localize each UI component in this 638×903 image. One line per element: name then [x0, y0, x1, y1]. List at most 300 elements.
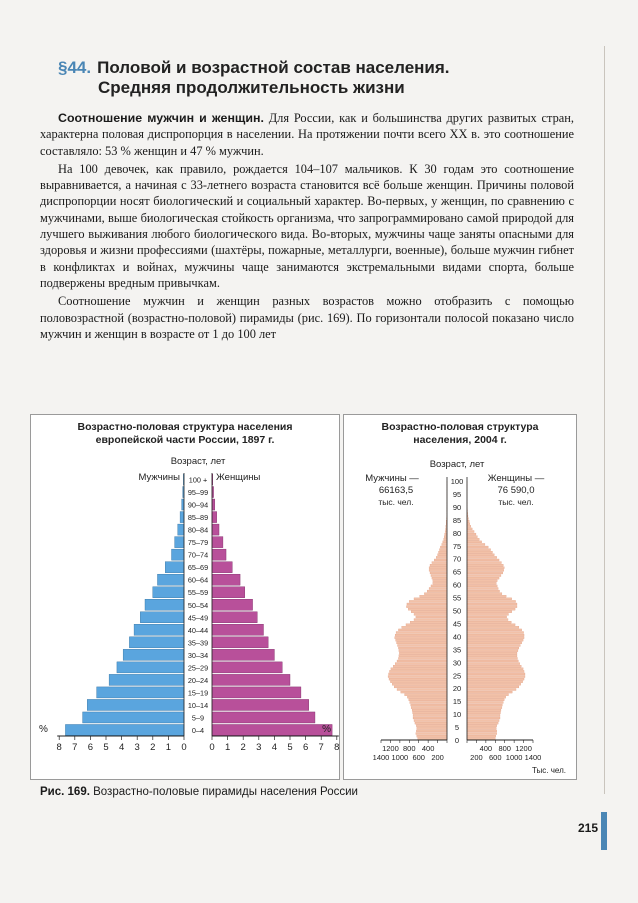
bar-women-82: [467, 525, 471, 527]
bar-men-67: [430, 564, 447, 566]
age-tick-label: 5: [454, 723, 460, 733]
x-tick-label-right: 6: [302, 742, 309, 753]
age-tick-label: 65: [452, 567, 462, 577]
bar-women-14: [212, 549, 226, 560]
bar-men-70: [436, 556, 447, 558]
bar-men-17: [405, 694, 447, 696]
bar-women-50: [467, 608, 515, 610]
x-tick-label-left: 4: [118, 742, 125, 753]
bar-men-72: [439, 551, 447, 553]
age-tick-label: 0: [454, 736, 460, 745]
bar-women-32: [467, 655, 517, 657]
bar-men-29: [395, 663, 447, 665]
bar-men-1: [417, 735, 447, 737]
bar-men-6: [415, 722, 447, 724]
bar-men-14: [172, 549, 184, 560]
age-group-label: 60–64: [187, 575, 209, 585]
x-tick-label-right: 1200: [515, 744, 532, 753]
bar-women-63: [467, 575, 501, 577]
bar-men-52: [407, 603, 447, 605]
bar-men-8: [134, 624, 184, 635]
x-unit-label: Тыс. чел.: [532, 766, 566, 775]
bar-women-2: [467, 733, 497, 735]
x-tick-label-left: 1: [165, 742, 172, 753]
x-tick-label-left: 200: [431, 753, 444, 762]
pyramid-2004-title: Возрастно-половая структура населения, 2004 г.: [381, 421, 539, 446]
bar-men-49: [411, 611, 447, 613]
bar-men-62: [432, 577, 447, 579]
bar-men-12: [157, 574, 184, 585]
pyramid-1897-frame: [30, 414, 340, 780]
bar-women-10: [212, 599, 253, 610]
bar-women-14: [467, 701, 503, 703]
bar-women-59: [467, 585, 497, 587]
bar-women-51: [467, 606, 517, 608]
bar-women-15: [212, 537, 223, 548]
x-tick-label-right: 5: [287, 742, 293, 753]
bar-women-39: [467, 637, 524, 639]
bar-women-75: [467, 543, 485, 545]
bar-women-22: [467, 681, 523, 683]
bar-men-31: [398, 657, 447, 659]
figure-caption-label: Рис. 169.: [40, 786, 90, 798]
bar-women-33: [467, 652, 517, 654]
bar-women-18: [212, 499, 215, 510]
bar-men-1: [83, 712, 184, 723]
bar-women-47: [467, 616, 507, 618]
bar-women-37: [467, 642, 522, 644]
bar-women-42: [467, 629, 522, 631]
bar-men-17: [180, 512, 184, 523]
bar-women-26: [467, 670, 524, 672]
x-tick-label-left: 5: [103, 742, 109, 753]
bar-women-4: [467, 727, 496, 729]
age-group-label: 85–89: [187, 513, 209, 523]
pyramid-1897-title: Возрастно-половая структура населения европейской части России, 1897 г.: [77, 421, 293, 446]
bar-men-57: [427, 590, 447, 592]
bar-men-65: [429, 569, 447, 571]
bar-men-10: [413, 712, 447, 714]
age-group-label: 30–34: [187, 650, 209, 660]
bar-women-72: [467, 551, 492, 553]
bar-men-32: [399, 655, 447, 657]
bar-women-19: [467, 689, 516, 691]
bar-women-0: [212, 724, 332, 735]
x-tick-label-left: 6: [87, 742, 94, 753]
bar-women-23: [467, 678, 524, 680]
paragraph-1-heading: Соотношение мужчин и женщин.: [58, 111, 264, 125]
men-label: Мужчины —: [365, 473, 419, 484]
bar-women-17: [212, 512, 217, 523]
age-tick-label: 100: [450, 477, 464, 486]
bar-women-54: [467, 598, 512, 600]
bar-women-9: [467, 714, 500, 716]
age-group-label: 55–59: [187, 588, 209, 598]
percent-label-right: %: [322, 724, 331, 735]
x-tick-label-right: 3: [256, 742, 262, 753]
men-label: Мужчины: [138, 472, 180, 483]
bar-men-36: [398, 644, 448, 646]
bar-women-2: [212, 699, 309, 710]
bar-women-8: [467, 717, 500, 719]
bar-women-41: [467, 632, 524, 634]
pyramid-2004-chart: [344, 415, 576, 779]
bar-women-5: [212, 662, 282, 673]
age-group-label: 40–44: [187, 625, 209, 635]
bar-women-46: [467, 619, 508, 621]
bar-women-64: [467, 572, 503, 574]
bar-men-63: [431, 575, 447, 577]
bar-men-40: [395, 634, 447, 636]
x-tick-label-left: 3: [134, 742, 140, 753]
bar-men-4: [109, 674, 184, 685]
paragraph-3: Соотношение мужчин и женщин разных возрастов можно отобразить с помощью половозрастной (возрастно-половой) пирамиды (рис. 169). По горизонтали полосой показано число мужчин и женщин в возрасте от 1 до 100 лет: [40, 294, 574, 341]
age-tick-label: 55: [452, 593, 462, 603]
bar-women-28: [467, 665, 521, 667]
bar-men-51: [406, 606, 447, 608]
paragraph-1-text: Для России, как и большинства других развитых стран, характерна половая диспропорция в населении. На протяжении почти всего XX в. это соотношение составляло: 53 % женщин и 47 % мужчин.: [40, 111, 574, 158]
bar-men-11: [412, 709, 447, 711]
age-tick-label: 25: [452, 671, 462, 681]
age-group-label: 100 +: [188, 475, 208, 485]
bar-men-30: [397, 660, 447, 662]
section-number: §44.: [58, 58, 92, 77]
bar-women-49: [467, 611, 512, 613]
bar-men-7: [414, 720, 447, 722]
bar-men-74: [440, 546, 447, 548]
bar-women-76: [467, 541, 482, 543]
age-group-label: 70–74: [187, 550, 209, 560]
bar-men-2: [416, 733, 447, 735]
bar-women-60: [467, 582, 496, 584]
bar-women-34: [467, 650, 518, 652]
x-tick-label-left: 8: [56, 742, 62, 753]
bar-men-42: [398, 629, 447, 631]
body-text: [40, 110, 574, 342]
bar-women-68: [467, 562, 501, 564]
age-group-label: 95–99: [187, 488, 209, 498]
bar-men-16: [407, 696, 447, 698]
bar-women-45: [467, 621, 511, 623]
bar-men-64: [430, 572, 447, 574]
x-tick-label-right: 7: [318, 742, 324, 753]
bar-women-16: [212, 524, 219, 535]
x-tick-label-left: 0: [181, 742, 187, 753]
x-tick-label-right: 4: [271, 742, 278, 753]
bar-women-30: [467, 660, 518, 662]
bar-men-22: [390, 681, 447, 683]
x-tick-label-right: 1000: [505, 753, 523, 762]
bar-men-21: [392, 683, 447, 685]
percent-label-left: %: [39, 724, 48, 735]
bar-women-17: [467, 694, 508, 696]
bar-women-5: [467, 725, 497, 727]
age-tick-label: 75: [452, 541, 462, 551]
bar-men-55: [420, 595, 447, 597]
bar-women-1: [467, 735, 496, 737]
age-tick-label: 15: [452, 697, 462, 707]
section-title: [58, 58, 578, 98]
bar-men-33: [399, 652, 447, 654]
bar-men-9: [413, 714, 447, 716]
bar-men-75: [442, 543, 447, 545]
age-group-label: 50–54: [187, 600, 209, 610]
age-axis-label: Возраст, лет: [170, 456, 226, 467]
bar-men-12: [411, 707, 447, 709]
bar-women-20: [467, 686, 519, 688]
age-group-label: 20–24: [187, 675, 209, 685]
age-axis-label: Возраст, лет: [429, 459, 485, 470]
bar-women-74: [467, 546, 488, 548]
bar-women-69: [467, 559, 499, 561]
bar-women-16: [467, 696, 506, 698]
bar-men-8: [413, 717, 447, 719]
bar-men-60: [433, 582, 447, 584]
bar-men-0: [65, 724, 184, 735]
x-tick-label-left: 600: [412, 753, 425, 762]
bar-men-35: [398, 647, 447, 649]
bar-women-12: [212, 574, 240, 585]
bar-men-13: [165, 562, 184, 573]
bar-women-67: [467, 564, 503, 566]
bar-women-70: [467, 556, 497, 558]
bar-women-78: [467, 536, 477, 538]
bar-men-25: [389, 673, 447, 675]
bar-women-40: [467, 634, 524, 636]
women-total-unit: тыс. чел.: [498, 497, 534, 507]
bar-men-66: [429, 567, 447, 569]
bar-women-15: [467, 699, 504, 701]
bar-men-78: [444, 536, 447, 538]
bar-women-18: [467, 691, 512, 693]
bar-women-13: [467, 704, 502, 706]
age-tick-label: 40: [452, 632, 462, 642]
x-tick-label-right: 1400: [524, 753, 542, 762]
bar-women-11: [467, 709, 501, 711]
bar-men-13: [411, 704, 447, 706]
figure-caption-text: Возрастно-половые пирамиды населения России: [89, 786, 358, 798]
bar-women-3: [212, 687, 301, 698]
bar-women-3: [467, 730, 497, 732]
age-group-label: 90–94: [187, 500, 209, 510]
x-tick-label-left: 2: [150, 742, 156, 753]
bar-men-15: [175, 537, 184, 548]
age-tick-label: 50: [452, 606, 462, 616]
section-title-line1: Половой и возрастной состав населения.: [97, 58, 450, 77]
bar-women-58: [467, 587, 498, 589]
bar-women-61: [467, 580, 497, 582]
bar-men-58: [429, 587, 447, 589]
bar-women-48: [467, 613, 508, 615]
bar-men-15: [409, 699, 447, 701]
x-tick-label-right: 8: [334, 742, 339, 753]
bar-men-14: [410, 701, 447, 703]
bar-women-8: [212, 624, 263, 635]
bar-men-23: [389, 678, 447, 680]
bar-women-56: [467, 593, 502, 595]
bar-women-31: [467, 657, 517, 659]
bar-women-79: [467, 533, 476, 535]
bar-women-29: [467, 663, 520, 665]
bar-women-62: [467, 577, 499, 579]
bar-men-5: [416, 725, 447, 727]
bar-women-71: [467, 554, 494, 556]
bar-men-69: [434, 559, 447, 561]
bar-women-7: [467, 720, 499, 722]
bar-men-76: [443, 541, 447, 543]
page-number: 215: [578, 821, 599, 835]
bar-men-16: [178, 524, 184, 535]
bar-men-24: [388, 676, 447, 678]
bar-men-7: [129, 637, 184, 648]
bar-men-61: [433, 580, 447, 582]
bar-men-68: [432, 562, 447, 564]
age-tick-label: 70: [452, 554, 462, 564]
bar-women-77: [467, 538, 479, 540]
bar-men-59: [431, 585, 447, 587]
bar-women-6: [212, 649, 274, 660]
bar-men-20: [394, 686, 447, 688]
bar-women-44: [467, 624, 515, 626]
age-tick-label: 60: [452, 580, 462, 590]
paragraph-2: На 100 девочек, как правило, рождается 104–107 мальчиков. К 30 годам это соотношение выравнивается, а начиная с 33-летнего возраста становится всё больше женщин. Причины половой диспропорции носят биологический и социальный характер. Во-первых, у женщин, по сравнению с мужчинами, выше биологическая стойкость организма, что запрограммировано самой природой для лучшего выживания любого биологического вида. Во-вторых, мужчины чаще заняты опасными для здоровья и жизни профессиями (шахтёры, пожарные, металлурги, военные), больше мужчин гибнет в конфликтах и войнах, мужчины чаще занимаются экстремальными видами спорта, больше подвержены вредным привычкам.: [40, 161, 574, 290]
bar-men-50: [408, 608, 447, 610]
bar-men-28: [393, 665, 447, 667]
x-tick-label-left: 400: [421, 744, 435, 753]
age-tick-label: 30: [452, 658, 462, 668]
bar-men-26: [389, 670, 447, 672]
bar-men-56: [424, 593, 447, 595]
bar-men-27: [391, 668, 447, 670]
age-group-label: 0–4: [191, 726, 205, 735]
bar-women-9: [212, 612, 257, 623]
bar-men-53: [409, 600, 447, 602]
bar-men-4: [417, 727, 447, 729]
bar-men-39: [395, 637, 447, 639]
age-tick-label: 90: [452, 502, 462, 512]
age-group-label: 5–9: [191, 713, 205, 723]
bar-women-43: [467, 626, 519, 628]
age-group-label: 75–79: [187, 538, 209, 548]
bar-men-5: [117, 662, 184, 673]
bar-men-38: [396, 639, 447, 641]
age-tick-label: 45: [452, 619, 462, 629]
bar-women-1: [212, 712, 315, 723]
bar-women-4: [212, 674, 290, 685]
bar-women-65: [467, 569, 504, 571]
bar-women-21: [467, 683, 521, 685]
bar-men-71: [438, 554, 447, 556]
bar-women-83: [467, 523, 470, 525]
bar-men-73: [439, 549, 447, 551]
bar-men-54: [414, 598, 447, 600]
bar-women-6: [467, 722, 498, 724]
bar-men-45: [410, 621, 447, 623]
age-tick-label: 10: [452, 710, 462, 720]
paragraph-1: [40, 110, 574, 159]
figure-caption: [40, 786, 358, 798]
bar-women-55: [467, 595, 506, 597]
bar-men-34: [399, 650, 447, 652]
men-total-unit: тыс. чел.: [378, 497, 414, 507]
age-group-label: 10–14: [187, 700, 209, 710]
bar-women-53: [467, 600, 516, 602]
margin-rule: [604, 46, 605, 794]
bar-women-10: [467, 712, 500, 714]
bar-women-12: [467, 707, 502, 709]
age-tick-label: 95: [452, 489, 462, 499]
men-total: 66163,5: [378, 485, 414, 496]
bar-women-36: [467, 644, 520, 646]
age-group-label: 15–19: [187, 688, 209, 698]
x-tick-label-left: 1200: [382, 744, 399, 753]
bar-women-66: [467, 567, 504, 569]
bar-men-0: [418, 738, 447, 740]
bar-men-18: [401, 691, 447, 693]
bar-men-47: [416, 616, 447, 618]
age-tick-label: 20: [452, 684, 462, 694]
x-tick-label-right: 0: [209, 742, 215, 753]
bar-women-35: [467, 647, 519, 649]
x-tick-label-left: 800: [403, 744, 416, 753]
bar-women-11: [212, 587, 245, 598]
x-tick-label-left: 7: [72, 742, 78, 753]
bar-men-6: [123, 649, 184, 660]
bar-men-10: [145, 599, 184, 610]
bar-women-24: [467, 676, 525, 678]
pyramid-1897-chart: [31, 415, 339, 779]
bar-women-80: [467, 531, 474, 533]
x-tick-label-right: 2: [240, 742, 246, 753]
x-tick-label-right: 800: [498, 744, 511, 753]
x-tick-label-left: 1400: [372, 753, 390, 762]
age-group-label: 35–39: [187, 638, 209, 648]
bar-men-48: [414, 613, 447, 615]
age-tick-label: 35: [452, 645, 462, 655]
x-tick-label-right: 200: [470, 753, 483, 762]
age-group-label: 25–29: [187, 663, 209, 673]
bar-women-38: [467, 639, 523, 641]
bar-men-41: [396, 632, 447, 634]
bar-women-52: [467, 603, 517, 605]
bar-men-44: [406, 624, 447, 626]
bar-men-2: [87, 699, 184, 710]
age-group-label: 45–49: [187, 613, 209, 623]
bar-men-11: [153, 587, 184, 598]
bar-women-81: [467, 528, 472, 530]
bar-men-3: [97, 687, 184, 698]
x-tick-label-right: 1: [224, 742, 231, 753]
x-tick-label-left: 1000: [391, 753, 409, 762]
bar-women-73: [467, 549, 491, 551]
bar-women-13: [212, 562, 232, 573]
bar-women-27: [467, 668, 523, 670]
bar-women-7: [212, 637, 268, 648]
bar-men-19: [397, 689, 447, 691]
age-tick-label: 85: [452, 515, 462, 525]
age-group-label: 65–69: [187, 563, 209, 573]
x-tick-label-right: 400: [479, 744, 493, 753]
women-total: 76 590,0: [497, 485, 535, 496]
bar-men-43: [402, 626, 447, 628]
bar-women-25: [467, 673, 525, 675]
x-tick-label-right: 600: [489, 753, 502, 762]
bar-men-77: [444, 538, 447, 540]
women-label: Женщины —: [487, 473, 545, 484]
women-label: Женщины: [216, 472, 261, 483]
section-title-line2: Средняя продолжительность жизни: [98, 78, 405, 97]
bar-men-9: [140, 612, 184, 623]
